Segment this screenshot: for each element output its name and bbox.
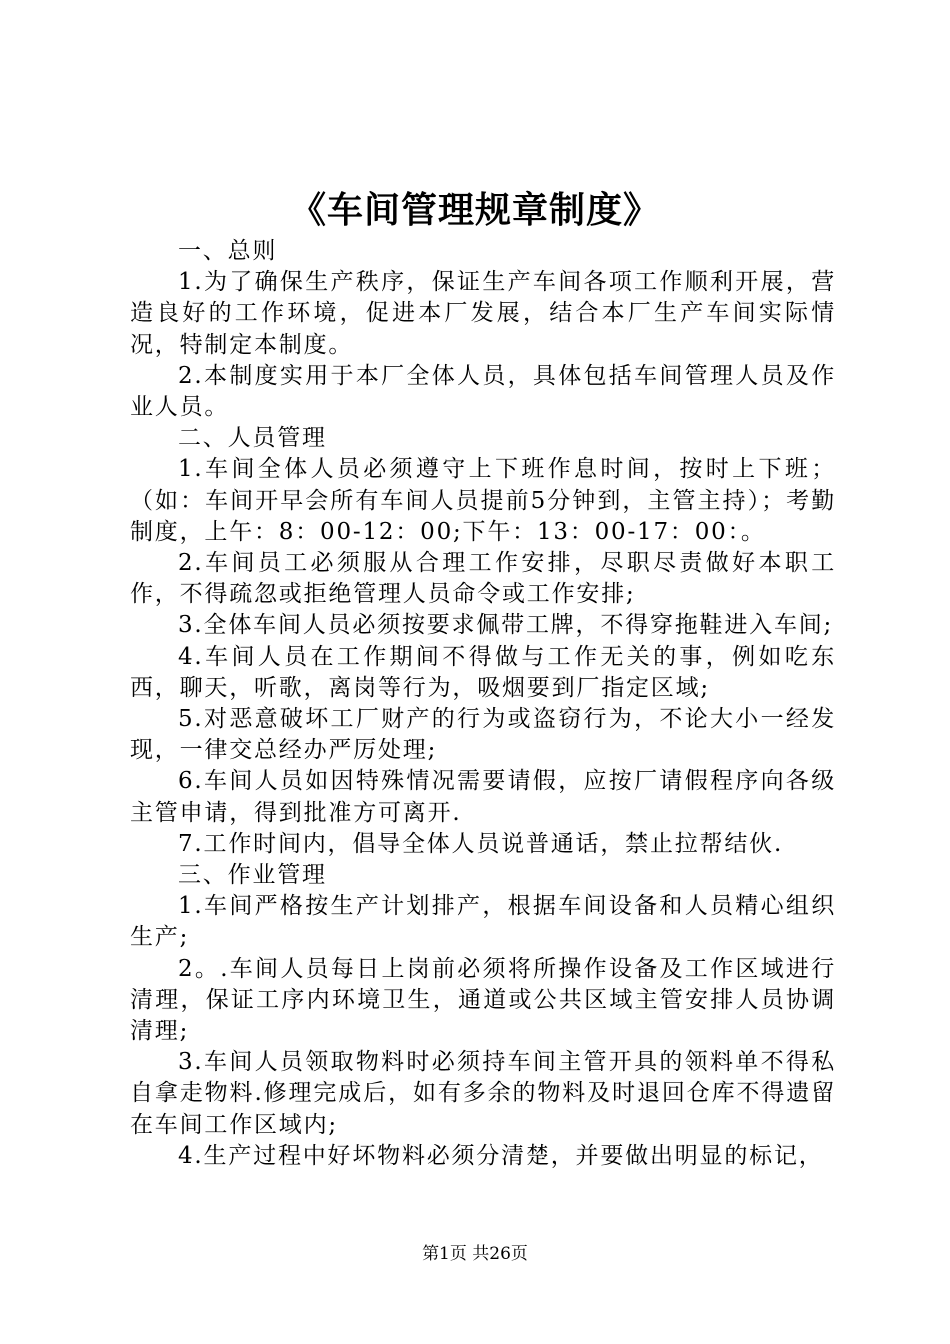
- paragraph: 4.车间人员在工作期间不得做与工作无关的事，例如吃东西，聊天，听歌，离岗等行为，吸烟要到厂指定区域;: [130, 643, 836, 701]
- paragraph: 6.车间人员如因特殊情况需要请假，应按厂请假程序向各级主管申请，得到批准方可离开.: [130, 768, 836, 826]
- section-heading: 一、总则: [178, 238, 278, 264]
- paragraph: 2.车间员工必须服从合理工作安排，尽职尽责做好本职工作，不得疏忽或拒绝管理人员命令或工作安排;: [130, 550, 836, 608]
- document-title: 《车间管理规章制度》: [289, 189, 660, 231]
- paragraph: 3.车间人员领取物料时必须持车间主管开具的领料单不得私自拿走物料.修理完成后，如有多余的物料及时退回仓库不得遗留在车间工作区域内;: [130, 1049, 836, 1138]
- paragraph: 2。.车间人员每日上岗前必须将所操作设备及工作区域进行清理，保证工序内环境卫生，通道或公共区域主管安排人员协调清理;: [130, 955, 836, 1045]
- section-heading: 三、作业管理: [178, 862, 327, 889]
- page-footer: 第1页 共26页: [422, 1244, 528, 1264]
- section-heading: 二、人员管理: [178, 425, 327, 452]
- paragraph: 2.本制度实用于本厂全体人员，具体包括车间管理人员及作业人员。: [130, 362, 836, 421]
- paragraph: 1.车间严格按生产计划排产，根据车间设备和人员精心组织生产;: [130, 893, 836, 951]
- document-body: [130, 236, 836, 1172]
- paragraph: 5.对恶意破坏工厂财产的行为或盗窃行为，不论大小一经发现，一律交总经办严厉处理;: [130, 706, 836, 764]
- paragraph: 4.生产过程中好坏物料必须分清楚，并要做出明显的标记，: [178, 1142, 824, 1169]
- paragraph: 1.为了确保生产秩序，保证生产车间各项工作顺利开展，营造良好的工作环境，促进本厂发展，结合本厂生产车间实际情况，特制定本制度。: [130, 269, 836, 358]
- paragraph: 7.工作时间内，倡导全体人员说普通话，禁止拉帮结伙.: [178, 830, 784, 857]
- paragraph: 3.全体车间人员必须按要求佩带工牌，不得穿拖鞋进入车间;: [178, 612, 834, 639]
- paragraph: 1.车间全体人员必须遵守上下班作息时间，按时上下班；（如：车间开早会所有车间人员提前5分钟到，主管主持）；考勤制度，上午：8：00-12：00;下午：13：00-17：00：。: [130, 456, 836, 545]
